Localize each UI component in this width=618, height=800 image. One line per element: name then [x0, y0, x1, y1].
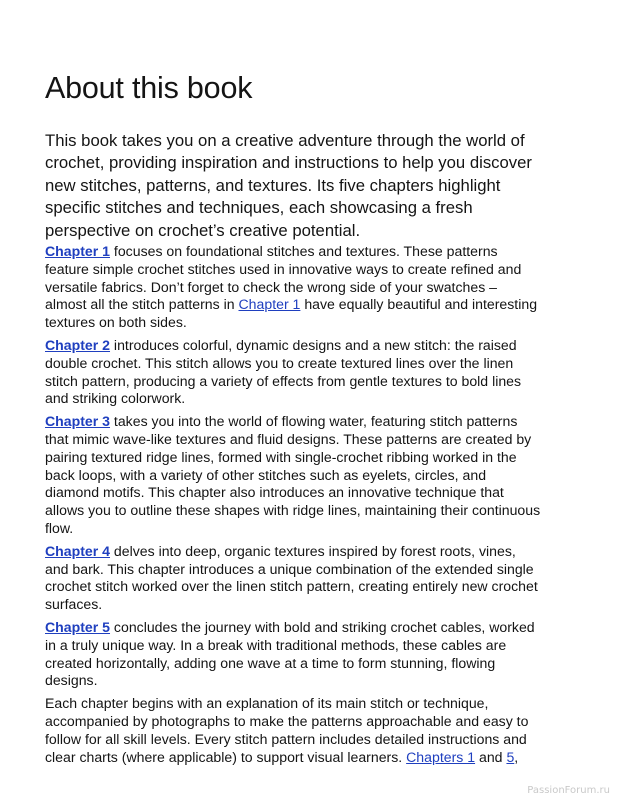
paragraph-text: takes you into the world of flowing water, featuring stitch patterns [110, 413, 518, 430]
chapters-1-link[interactable]: Chapters 1 [406, 748, 476, 765]
page-title: About this book [45, 71, 253, 105]
paragraph-line: and bark. This chapter introduces a unique combination of the extended single [45, 560, 534, 577]
paragraph-line: stitch pattern, producing a variety of effects from gentle textures to bold lines [45, 372, 522, 389]
chapter-5-inline-link[interactable]: 5 [506, 748, 515, 765]
paragraph-line: pairing textured ridge lines, formed with single-crochet ribbing worked in the [45, 448, 517, 465]
paragraph-line: created horizontally, adding one wave at a time to form stunning, flowing [45, 654, 496, 671]
paragraph-line: double crochet. This stitch allows you to create textured lines over the linen [45, 354, 514, 371]
paragraph-line [45, 619, 575, 637]
watermark: PassionForum.ru [527, 785, 610, 796]
paragraph-line [45, 543, 575, 561]
paragraph-text: almost all the stitch patterns in [45, 296, 239, 313]
chapter-5-link[interactable]: Chapter 5 [45, 618, 111, 635]
paragraph-line [45, 337, 575, 355]
paragraph-line [45, 413, 575, 431]
paragraph-line: and striking colorwork. [45, 390, 186, 407]
paragraph-text: introduces colorful, dynamic designs and a new stitch: the raised [110, 336, 517, 353]
paragraph-line: crochet stitch worked over the linen stitch pattern, creating entirely new crochet [45, 578, 538, 595]
paragraph-line [45, 296, 575, 314]
closing-paragraph [45, 695, 575, 766]
chapter-2-paragraph [45, 337, 575, 408]
paragraph-line: allows you to outline these shapes with ridge lines, maintaining their continuous [45, 502, 541, 519]
paragraph-text: , [514, 748, 519, 765]
chapter-3-paragraph [45, 413, 575, 538]
intro-line: This book takes you on a creative adventure through the world of [45, 131, 525, 150]
paragraph-line: Each chapter begins with an explanation of its main stitch or technique, [45, 695, 489, 712]
paragraph-text: and [475, 748, 507, 765]
intro-line: crochet, providing inspiration and instructions to help you discover [45, 153, 532, 173]
intro-line: perspective on crochet’s creative potential. [45, 220, 361, 240]
paragraph-line: designs. [45, 672, 98, 689]
paragraph-line: versatile fabrics. Don’t forget to check the wrong side of your swatches – [45, 278, 497, 295]
paragraph-text: focuses on foundational stitches and textures. These patterns [110, 243, 498, 259]
chapter-4-paragraph [45, 543, 575, 614]
intro-line: new stitches, patterns, and textures. Its five chapters highlight [45, 175, 501, 195]
paragraph-line [45, 243, 575, 261]
chapter-4-link[interactable]: Chapter 4 [45, 542, 111, 559]
chapter-1-link[interactable]: Chapter 1 [45, 243, 111, 259]
paragraph-text: delves into deep, organic textures inspired by forest roots, vines, [110, 542, 516, 559]
chapter-3-link[interactable]: Chapter 3 [45, 413, 111, 430]
intro-line: specific stitches and techniques, each showcasing a fresh [45, 198, 473, 218]
paragraph-line: surfaces. [45, 596, 103, 613]
paragraph-line: that mimic wave-like textures and fluid designs. These patterns are created by [45, 430, 532, 447]
paragraph-line: accompanied by photographs to make the patterns approachable and easy to [45, 712, 529, 729]
paragraph-line [45, 749, 575, 767]
chapter-1-paragraph [45, 243, 575, 332]
chapter-5-paragraph [45, 619, 575, 690]
paragraph-line: in a truly unique way. In a break with traditional methods, these cables are [45, 636, 507, 653]
paragraph-line: follow for all skill levels. Every stitch pattern includes detailed instructions and [45, 730, 527, 747]
paragraph-text: have equally beautiful and interesting [300, 296, 538, 313]
paragraph-line: textures on both sides. [45, 314, 187, 331]
paragraph-line: flow. [45, 519, 74, 536]
intro-paragraph [45, 130, 575, 242]
chapter-1-inline-link[interactable]: Chapter 1 [238, 296, 301, 313]
paragraph-line: feature simple crochet stitches used in innovative ways to create refined and [45, 260, 522, 277]
chapter-2-link[interactable]: Chapter 2 [45, 336, 111, 353]
paragraph-text: clear charts (where applicable) to support visual learners. [45, 748, 407, 765]
paragraph-text: concludes the journey with bold and striking crochet cables, worked [110, 618, 535, 635]
paragraph-line: back loops, with a variety of other stitches such as eyelets, circles, and [45, 466, 487, 483]
paragraph-line: diamond motifs. This chapter also introduces an innovative technique that [45, 484, 504, 501]
chapter-descriptions [45, 243, 575, 771]
